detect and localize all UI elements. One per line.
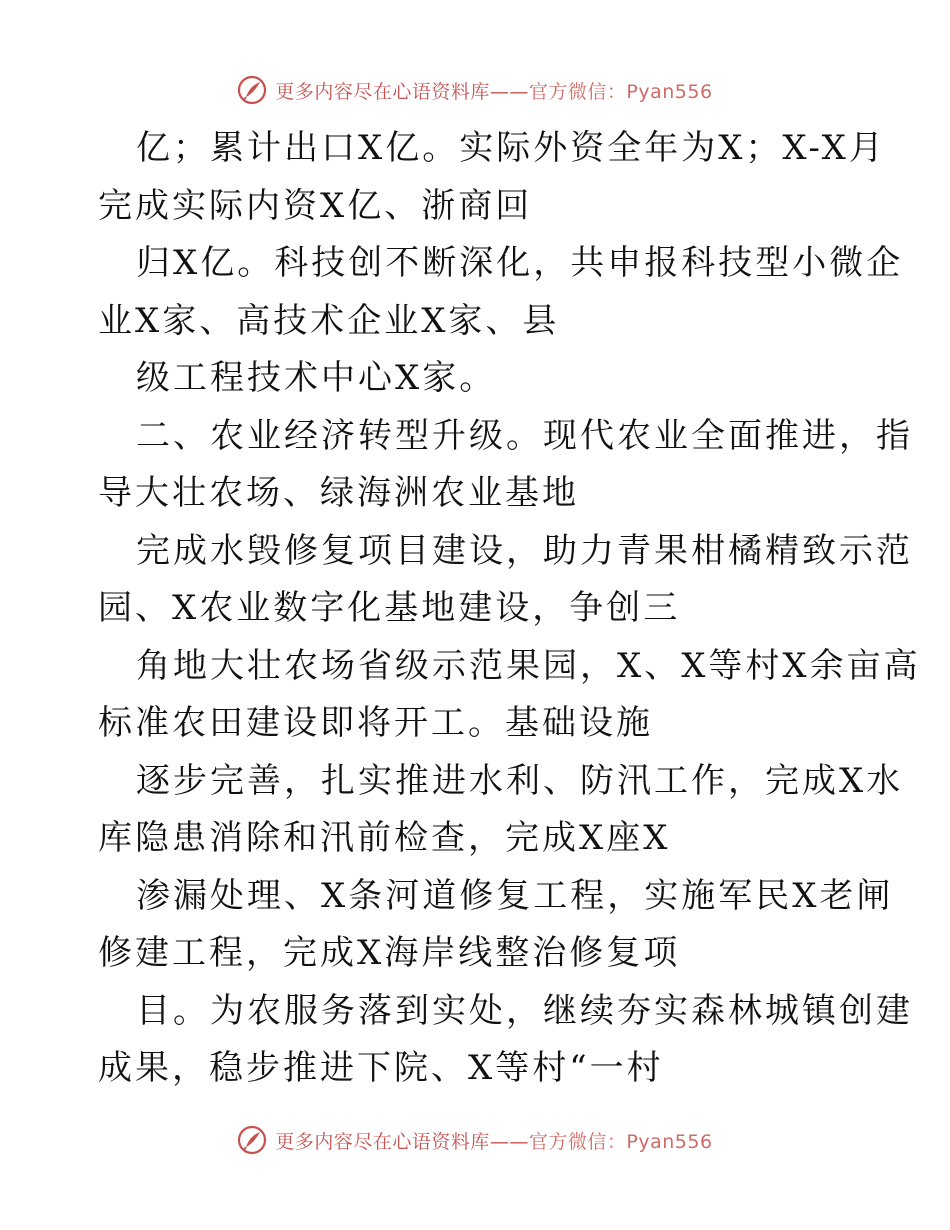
footer-site-name: 更多内容尽在心语资料库 <box>275 1130 490 1153</box>
header-banner <box>0 70 950 110</box>
footer-contact: 官方微信：Pyan556 <box>528 1130 713 1153</box>
text-line: 级工程技术中心X家。 <box>136 358 497 398</box>
text-line: 角地大壮农场省级示范果园，X、X等村X余亩高 <box>136 645 921 686</box>
document-body <box>98 120 921 1098</box>
footer-banner <box>0 1120 950 1160</box>
text-line: 渗漏处理、X条河道修复工程，实施军民X老闸 <box>136 875 894 916</box>
header-contact: 官方微信：Pyan556 <box>528 80 713 103</box>
header-banner-text <box>275 77 712 104</box>
text-line: 完成水毁修复项目建设，助力青果柑橘精致示范 <box>136 530 913 571</box>
text-line: 完成实际内资X亿、浙商回 <box>98 185 533 226</box>
text-line: 修建工程，完成X海岸线整治修复项 <box>98 933 681 973</box>
footer-banner-dash: —— <box>489 1130 529 1153</box>
text-line: 业X家、高技术企业X家、县 <box>98 300 560 341</box>
header-site-name: 更多内容尽在心语资料库 <box>275 80 490 103</box>
text-line: 园、X农业数字化基地建设，争创三 <box>98 588 681 628</box>
text-line: 归X亿。科技创不断深化，共申报科技型小微企 <box>136 243 904 283</box>
text-line: 亿；累计出口X亿。实际外资全年为X；X-X月 <box>136 128 886 168</box>
text-line: 二、农业经济转型升级。现代农业全面推进，指 <box>136 415 913 456</box>
text-line: 库隐患消除和汛前检查，完成X座X <box>98 818 671 858</box>
footer-banner-text <box>275 1127 712 1154</box>
text-line: 标准农田建设即将开工。基础设施 <box>98 703 653 743</box>
text-line: 成果，稳步推进下院、X等村“一村 <box>98 1048 664 1088</box>
feather-pen-logo-icon <box>237 1125 267 1155</box>
text-line: 逐步完善，扎实推进水利、防汛工作，完成X水 <box>136 760 904 801</box>
feather-pen-logo-icon <box>237 75 267 105</box>
text-line: 导大壮农场、绿海洲农业基地 <box>98 473 579 513</box>
header-banner-dash: —— <box>489 80 529 103</box>
text-line: 目。为农服务落到实处，继续夯实森林城镇创建 <box>136 990 913 1031</box>
